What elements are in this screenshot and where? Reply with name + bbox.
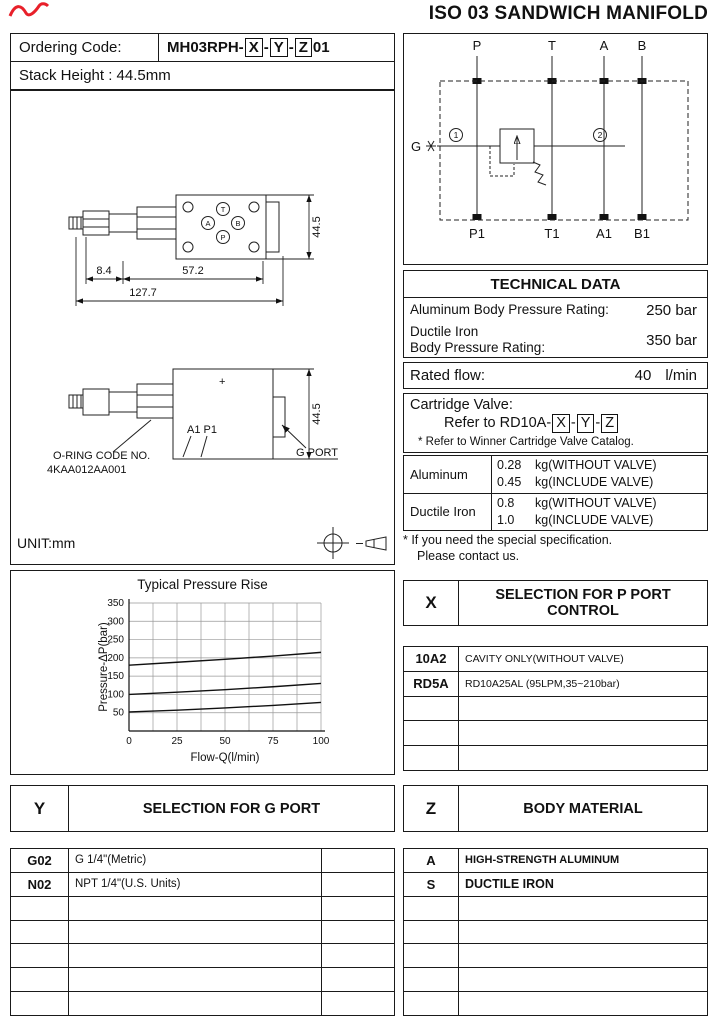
ordering-code-row bbox=[11, 34, 394, 62]
y-tick-label: 300 bbox=[107, 616, 124, 628]
code-x-box: X bbox=[245, 38, 263, 57]
weight-values bbox=[492, 494, 707, 531]
g-port-callout: G PORT bbox=[296, 447, 338, 459]
rated-flow-unit: l/min bbox=[665, 367, 697, 384]
row-code bbox=[404, 968, 459, 991]
relief-valve-symbol bbox=[490, 129, 546, 185]
weight-table bbox=[403, 455, 708, 531]
code-z-box: Z bbox=[295, 38, 312, 57]
code-prefix: MH03RPH- bbox=[167, 39, 244, 56]
iron-rating-row bbox=[404, 323, 707, 357]
dim-height-front: 44.5 bbox=[311, 403, 323, 425]
y-tick-label: 50 bbox=[112, 707, 124, 719]
row-desc bbox=[459, 697, 707, 721]
row-code bbox=[404, 921, 459, 944]
brand-logo bbox=[8, 2, 50, 18]
unit-note: UNIT:mm bbox=[17, 535, 76, 551]
x-tick-label: 50 bbox=[219, 736, 231, 747]
table-row bbox=[11, 920, 394, 944]
code-y-box: Y bbox=[270, 38, 288, 57]
weight-note: kg(WITHOUT VALVE) bbox=[535, 458, 657, 473]
row-desc bbox=[69, 897, 321, 920]
x-tick-label: 25 bbox=[171, 736, 183, 747]
table-row bbox=[404, 849, 707, 872]
hydraulic-circuit-diagram bbox=[404, 34, 707, 264]
row-desc bbox=[69, 968, 321, 991]
table-row bbox=[11, 991, 394, 1015]
row-code bbox=[404, 721, 459, 745]
x-code-header: X bbox=[404, 581, 459, 625]
row-extra bbox=[321, 968, 394, 991]
port-p: P bbox=[220, 233, 226, 242]
cartridge-valve-note: * Refer to Winner Cartridge Valve Catalog. bbox=[418, 435, 634, 448]
position-markers bbox=[450, 129, 607, 142]
dim-8-4: 8.4 bbox=[96, 265, 112, 277]
dim-height-top: 44.5 bbox=[311, 216, 323, 238]
weight-line bbox=[497, 512, 707, 529]
row-desc: DUCTILE IRON bbox=[465, 877, 554, 892]
row-desc: RD10A25AL (95LPM,35~210bar) bbox=[465, 677, 620, 690]
z-table-header bbox=[403, 785, 708, 832]
table-row bbox=[404, 671, 707, 696]
plus-mark: + bbox=[219, 376, 226, 388]
cartridge-z-box: Z bbox=[601, 414, 618, 433]
row-code bbox=[11, 897, 69, 920]
y-tick-label: 250 bbox=[107, 634, 124, 646]
marker-2: 2 bbox=[597, 130, 603, 140]
port-label-a: A bbox=[599, 38, 609, 53]
marker-1: 1 bbox=[453, 130, 459, 140]
port-label-p: P bbox=[472, 38, 482, 53]
x-table-header bbox=[403, 580, 708, 626]
table-row bbox=[11, 943, 394, 967]
row-desc: G 1/4"(Metric) bbox=[75, 854, 147, 867]
row-desc bbox=[69, 992, 321, 1015]
row-extra bbox=[321, 944, 394, 967]
port-label-b1: B1 bbox=[634, 226, 650, 241]
table-row bbox=[404, 920, 707, 944]
table-row bbox=[404, 720, 707, 745]
cartridge-ref-prefix: Refer to RD10A- bbox=[444, 415, 552, 432]
iron-rating-label-line2: Body Pressure Rating: bbox=[410, 340, 546, 355]
rated-flow-value: 40 bbox=[634, 367, 652, 384]
projection-symbol bbox=[317, 527, 386, 559]
row-code: G02 bbox=[11, 849, 69, 872]
weight-value: 0.8 bbox=[497, 495, 515, 510]
row-code bbox=[404, 897, 459, 920]
row-code: RD5A bbox=[404, 672, 459, 696]
table-row bbox=[11, 896, 394, 920]
dim-127-7: 127.7 bbox=[129, 287, 157, 299]
x-axis-label: Flow-Q(l/min) bbox=[190, 752, 260, 764]
row-desc bbox=[459, 746, 707, 770]
row-desc bbox=[459, 992, 707, 1015]
row-code: 10A2 bbox=[404, 647, 459, 671]
table-row bbox=[404, 896, 707, 920]
table-row bbox=[404, 991, 707, 1015]
pressure-rise-chart bbox=[10, 570, 395, 775]
cartridge-y-box: Y bbox=[577, 414, 595, 433]
y-title-header: SELECTION FOR G PORT bbox=[142, 800, 321, 817]
weight-line bbox=[497, 495, 707, 512]
y-tick-label: 150 bbox=[107, 671, 124, 683]
row-desc bbox=[459, 921, 707, 944]
row-desc bbox=[459, 944, 707, 967]
technical-drawing bbox=[11, 91, 394, 564]
row-code: N02 bbox=[11, 873, 69, 896]
pressure-rise-plot bbox=[11, 595, 394, 773]
technical-data-box bbox=[403, 270, 708, 358]
weight-row bbox=[404, 456, 707, 493]
cartridge-dash2: - bbox=[595, 415, 601, 432]
port-label-a1: A1 bbox=[596, 226, 612, 241]
weight-values bbox=[492, 456, 707, 493]
row-code bbox=[11, 921, 69, 944]
oring-code-number: 4KAA012AA001 bbox=[47, 464, 127, 476]
weight-note: kg(INCLUDE VALVE) bbox=[535, 475, 654, 490]
technical-data-title: TECHNICAL DATA bbox=[404, 271, 707, 298]
rated-flow-label: Rated flow: bbox=[410, 367, 486, 384]
dim-57-2: 57.2 bbox=[182, 265, 204, 277]
cartridge-x-box: X bbox=[552, 414, 570, 433]
table-row bbox=[11, 849, 394, 872]
table-row bbox=[404, 745, 707, 770]
row-code bbox=[11, 992, 69, 1015]
row-desc: CAVITY ONLY(WITHOUT VALVE) bbox=[465, 652, 624, 665]
table-row bbox=[404, 967, 707, 991]
x-tick-label: 100 bbox=[312, 736, 330, 747]
port-t: T bbox=[220, 205, 226, 214]
row-desc bbox=[459, 968, 707, 991]
table-row bbox=[404, 872, 707, 896]
footnote-line1: * If you need the special specification. bbox=[403, 533, 613, 547]
row-desc: HIGH-STRENGTH ALUMINUM bbox=[465, 854, 620, 867]
weight-material: Ductile Iron bbox=[404, 494, 492, 531]
weight-line bbox=[497, 474, 707, 491]
table-row bbox=[404, 943, 707, 967]
row-extra bbox=[321, 992, 394, 1015]
ordering-box bbox=[10, 33, 395, 90]
chart-title: Typical Pressure Rise bbox=[137, 577, 268, 592]
row-code bbox=[404, 992, 459, 1015]
row-desc: NPT 1/4"(U.S. Units) bbox=[75, 878, 181, 891]
weight-value: 0.28 bbox=[497, 458, 522, 473]
cartridge-valve-ref bbox=[410, 414, 701, 433]
aluminum-rating-row bbox=[404, 298, 707, 323]
z-title-header: BODY MATERIAL bbox=[523, 800, 643, 817]
row-code bbox=[11, 944, 69, 967]
port-label-b: B bbox=[637, 38, 647, 53]
x-table-rows bbox=[403, 646, 708, 771]
table-row bbox=[404, 696, 707, 721]
oring-code-label: O-RING CODE NO. bbox=[53, 450, 151, 462]
row-code bbox=[11, 968, 69, 991]
row-extra bbox=[321, 921, 394, 944]
row-code bbox=[404, 746, 459, 770]
row-code bbox=[404, 697, 459, 721]
x-title-header: SELECTION FOR P PORT CONTROL bbox=[495, 587, 671, 619]
weight-material: Aluminum bbox=[404, 456, 492, 493]
aluminum-rating-label: Aluminum Body Pressure Rating: bbox=[410, 302, 609, 318]
port-label-t: T bbox=[548, 38, 556, 53]
row-desc bbox=[69, 944, 321, 967]
table-row bbox=[11, 967, 394, 991]
row-code bbox=[404, 944, 459, 967]
code-suffix: 01 bbox=[312, 39, 330, 56]
cartridge-dash1: - bbox=[570, 415, 576, 432]
ordering-code-label: Ordering Code: bbox=[11, 34, 159, 61]
front-view-dimensions bbox=[273, 369, 323, 459]
weight-row bbox=[404, 493, 707, 531]
port-label-t1: T1 bbox=[544, 226, 560, 241]
front-view-labels bbox=[47, 420, 338, 476]
y-code-header: Y bbox=[11, 786, 69, 831]
code-dash2: - bbox=[288, 39, 294, 56]
footnote-line2: Please contact us. bbox=[417, 548, 520, 563]
circuit-port-labels bbox=[469, 38, 650, 241]
port-b: B bbox=[235, 219, 241, 228]
weight-note: kg(WITHOUT VALVE) bbox=[535, 495, 657, 510]
row-extra bbox=[321, 849, 394, 872]
x-tick-label: 0 bbox=[126, 736, 132, 747]
top-view-dimensions bbox=[76, 195, 323, 306]
cartridge-valve-box bbox=[403, 393, 708, 453]
stack-height: Stack Height : 44.5mm bbox=[19, 67, 171, 84]
y-tick-label: 100 bbox=[107, 689, 124, 701]
weight-value: 0.45 bbox=[497, 475, 522, 490]
row-desc bbox=[459, 721, 707, 745]
row-code: S bbox=[404, 873, 459, 896]
ordering-code-value bbox=[159, 38, 394, 57]
rated-flow-box bbox=[403, 362, 708, 389]
weight-line bbox=[497, 457, 707, 474]
iron-rating-label bbox=[410, 324, 646, 356]
weight-value: 1.0 bbox=[497, 512, 515, 527]
x-tick-label: 75 bbox=[267, 736, 279, 747]
row-extra bbox=[321, 873, 394, 896]
y-tick-label: 350 bbox=[107, 598, 124, 609]
z-code-header: Z bbox=[404, 786, 459, 831]
code-dash1: - bbox=[263, 39, 269, 56]
row-extra bbox=[321, 897, 394, 920]
row-code: A bbox=[404, 849, 459, 872]
front-view bbox=[69, 369, 285, 459]
weight-note: kg(INCLUDE VALVE) bbox=[535, 512, 654, 527]
y-table-header bbox=[10, 785, 395, 832]
g-port-line bbox=[411, 139, 625, 154]
y-axis-label: Pressure-ΔP(bar) bbox=[98, 622, 110, 712]
table-row bbox=[404, 647, 707, 671]
cartridge-valve-label: Cartridge Valve: bbox=[410, 397, 513, 413]
top-view bbox=[69, 195, 279, 259]
iron-rating-value: 350 bar bbox=[646, 331, 697, 349]
iron-rating-label-line1: Ductile Iron bbox=[410, 323, 479, 339]
row-desc bbox=[69, 921, 321, 944]
page-title: ISO 03 SANDWICH MANIFOLD bbox=[428, 3, 708, 24]
port-label-p1: P1 bbox=[469, 226, 485, 241]
ports-a1-p1-label: A1 P1 bbox=[187, 424, 217, 436]
z-table-rows bbox=[403, 848, 708, 1016]
row-desc bbox=[459, 897, 707, 920]
table-row bbox=[11, 872, 394, 896]
aluminum-rating-value: 250 bar bbox=[646, 302, 697, 319]
g-port-label: G bbox=[410, 139, 422, 154]
y-tick-label: 200 bbox=[107, 652, 124, 664]
dimension-drawings-box bbox=[10, 90, 395, 565]
circuit-diagram-box bbox=[403, 33, 708, 265]
special-spec-footnote bbox=[403, 533, 708, 564]
y-table-rows bbox=[10, 848, 395, 1016]
port-a: A bbox=[205, 219, 211, 228]
